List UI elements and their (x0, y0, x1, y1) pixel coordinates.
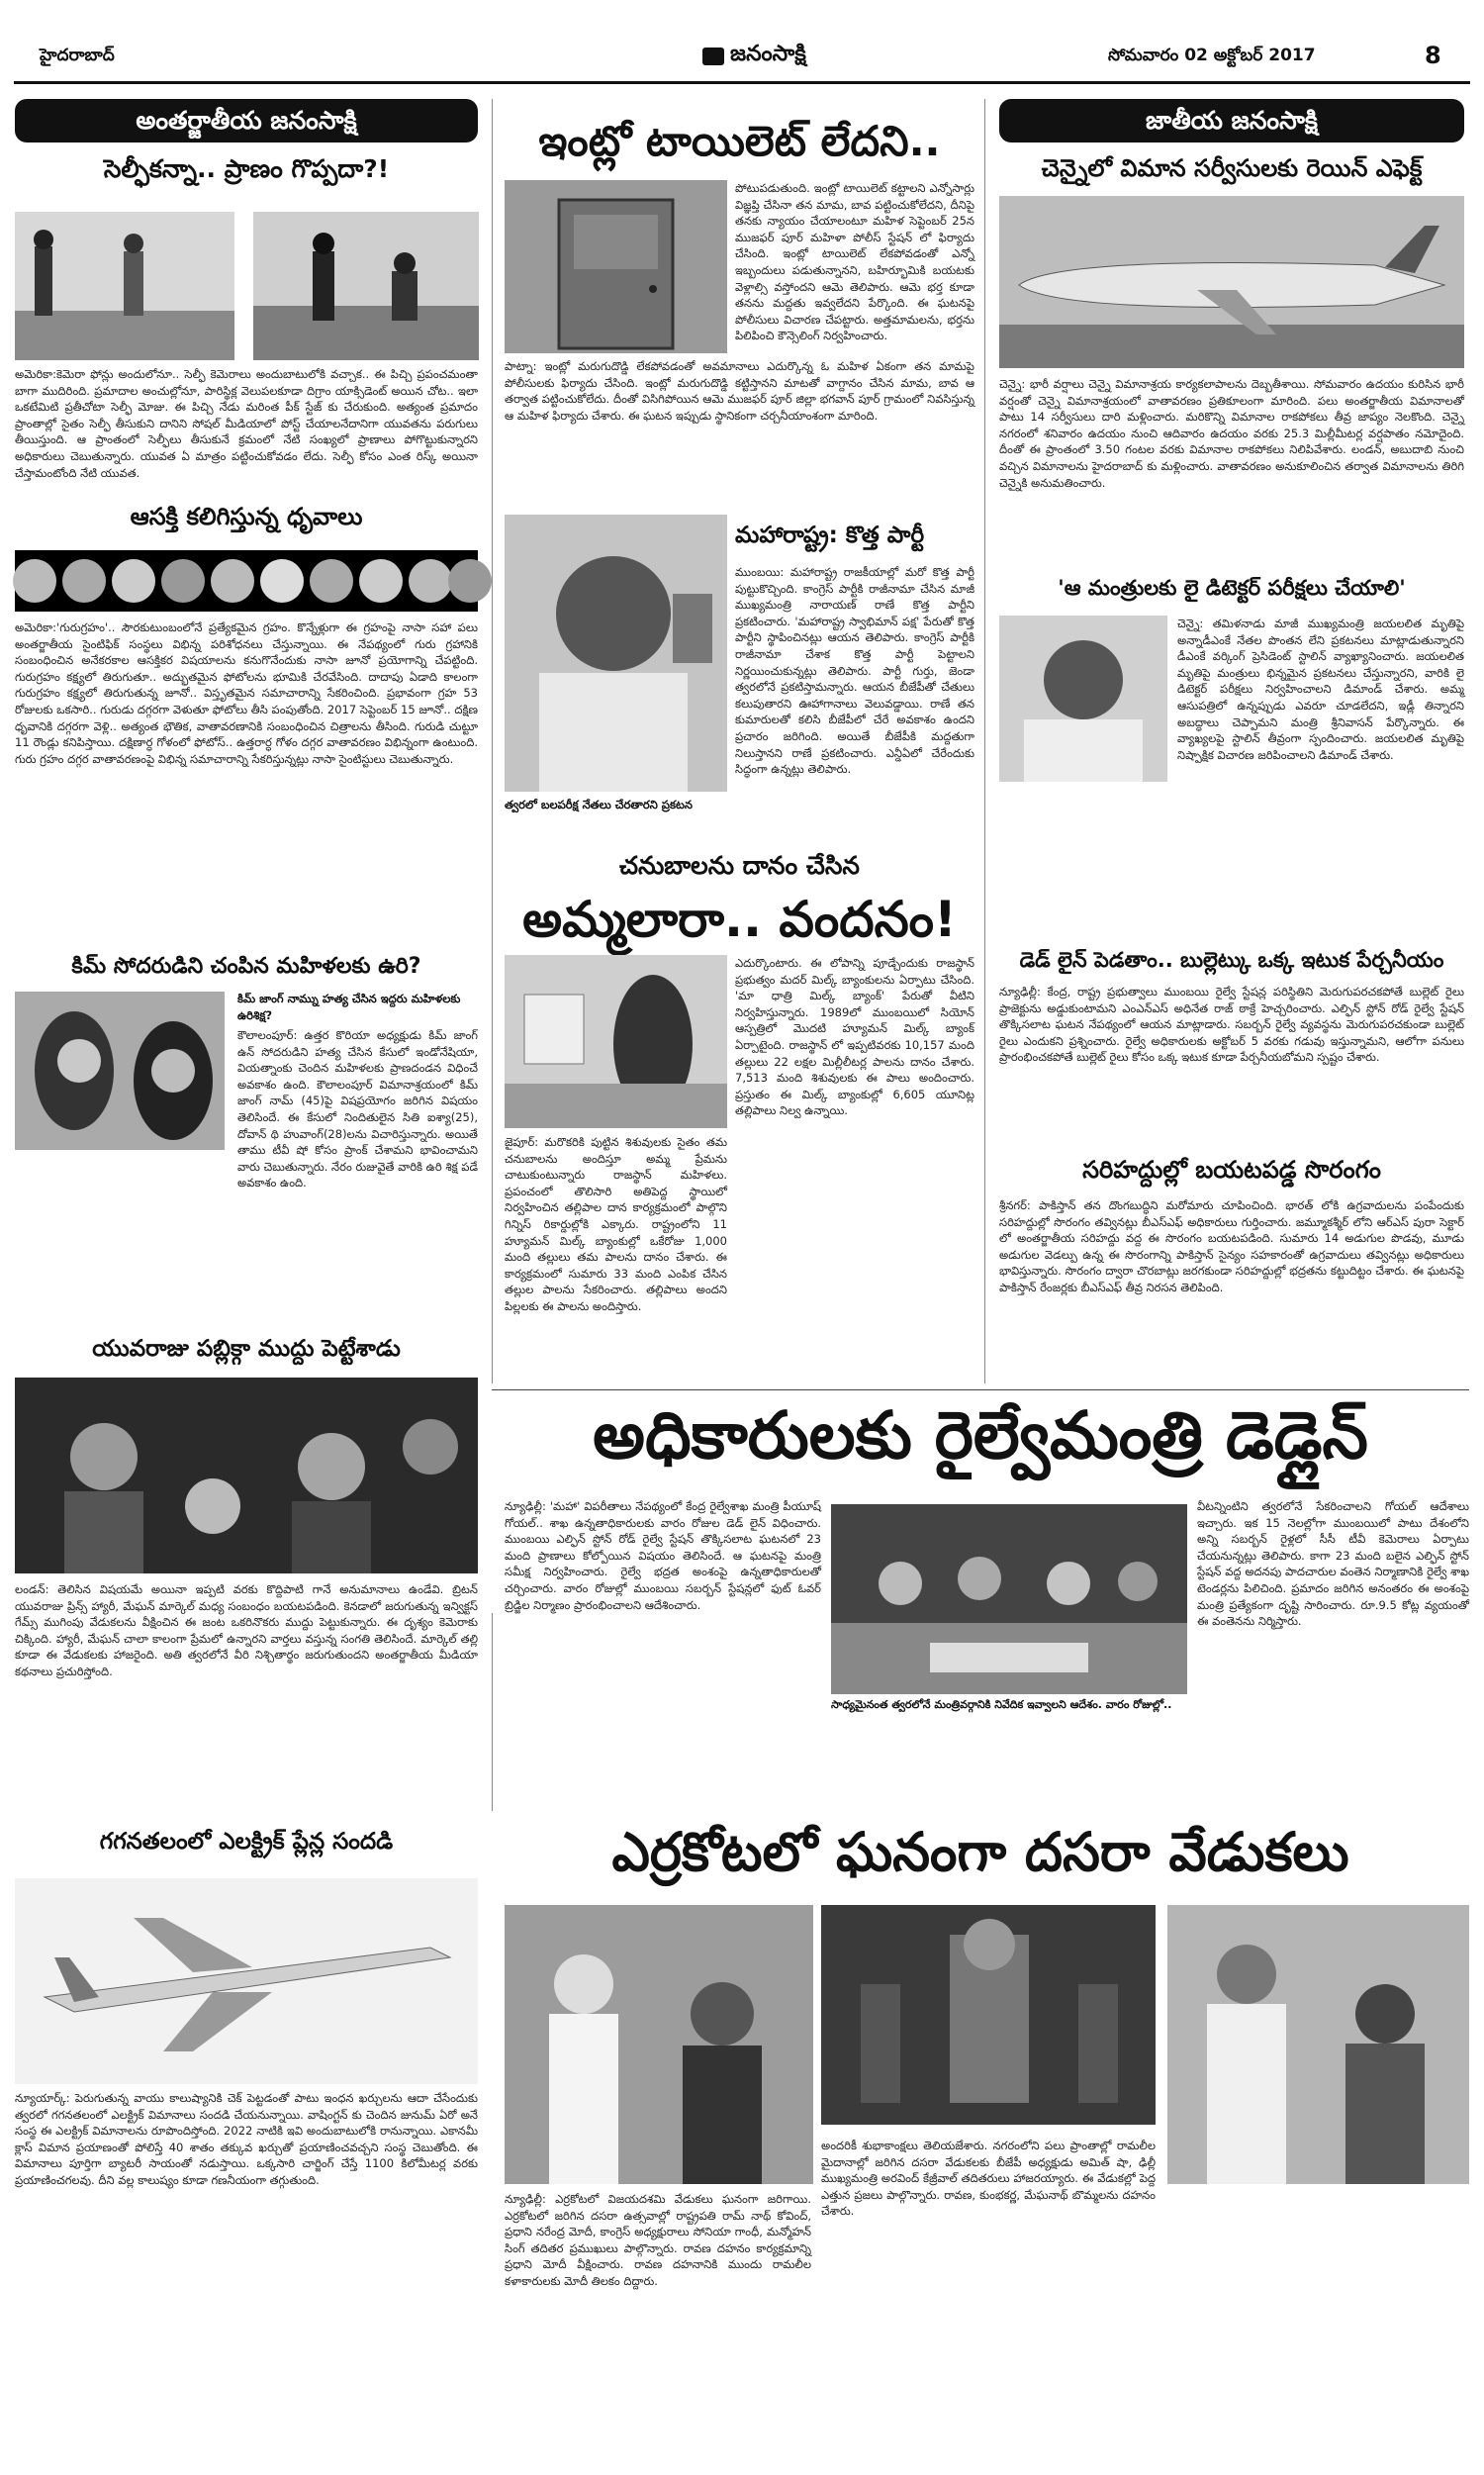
column-divider (984, 99, 985, 1383)
maha-body: ముంబయి: మహారాష్ట్ర రాజకీయాల్లో మరో కొత్త పార్టీ పుట్టుకొచ్చింది. కాంగ్రెస్ పార్టీకి రాజీనామా చేసిన మాజీ ముఖ్యమంత్రి నారాయణ్ రాణే కొత్త పార్టీని ప్రకటించారు. 'మహారాష్ట్ర స్వాభిమాన్ పక్ష' పేరుతో కొత్త పార్టీని స్థాపించినట్లు ఆయన తెలిపారు. కాంగ్రెస్ పార్టీకి రాజీనామా చేశాక కొత్త పార్టీ పెట్టాలని నిర్ణయించుకున్నట్లు తెలిపారు. పార్టీ గుర్తు, జెండా త్వరలోనే ప్రకటిస్తామన్నారు. ఆయన బీజేపీతో చేతులు కలుపుతారని ఊహాగానాలు వెలువడ్డాయి. రాణే తన కుమారులతో కలిసి బీజేపీలో చేరే అవకాశం ఉందని ప్రచారం జరిగింది. అయితే బీజేపీకి మద్దతుగా నిలుస్తానని రాణే ప్రకటించారు. ఎన్డీఏలో చేరేందుకు సిద్ధంగా ఉన్నట్లు తెలిపారు. (735, 565, 974, 777)
chennai-body: చెన్నై: భారీ వర్షాలు చెన్నై విమానాశ్రయ కార్యకలాపాలను దెబ్బతీశాయి. సోమవారం ఉదయం కురిసిన భారీ వర్షంతో చెన్నై విమానాశ్రయంలో వాతావరణం ప్రతికూలంగా మారింది. పలు అంతర్జాతీయ విమానాలతో పాటు 14 సర్వీసులు దారి మళ్లించారు. మరికొన్ని విమానాల రాకపోకలు తీవ్ర జాప్యం నెలకొంది. చెన్నై నగరంలో శనివారం ఉదయం నుంచి ఆదివారం ఉదయం వరకు 25.3 మిల్లీమీటర్ల వర్షపాతం నమోదైంది. దీంతో ఈ ప్రాంతంలో 3.50 గంటల వరకు విమానాల రాకపోకలు నిలిపివేశారు. లండన్, అబుదాబి నుంచి వచ్చిన విమానాలను హైదరాబాద్ కు మళ్లించారు. వాతావరణం అనుకూలించిన తర్వాత విమానాలను తిరిగి చెన్నైకి అనుమతించారు. (999, 377, 1464, 490)
toilet-photo (505, 180, 727, 353)
kim-body: కౌలాలంపూర్: ఉత్తర కొరియా అధ్యక్షుడు కిమ్ జాంగ్ ఉన్ సోదరుడిని హత్య చేసిన కేసులో ఇండోనేషియా, వియత్నాంకు చెందిన మహిళలకు ప్రాణదండన విధించే అవకాశం ఉంది. కౌలాలంపూర్ విమానాశ్రయంలో కిమ్ జాంగ్ నామ్ (45)పై విషప్రయోగం జరిగిన విషయం తెలిసిందే. ఈ కేసులో నిందితులైన సితి ఐశ్యా(25), దోవాన్ థి హువాంగ్(28)లను విచారిస్తున్నారు. అయితే తాము టీవీ షో కోసం ప్రాంక్ చేశామని భావించామని వారు చెబుతున్నారు. నేరం రుజువైతే వారికి ఉరి శిక్ష పడే అవకాశం ఉంది. (237, 1028, 478, 1190)
kim-photo (15, 992, 225, 1150)
planets-body: అమెరికా:'గురుగ్రహం'.. సౌరకుటుంబంలోనే ప్రత్యేకమైన గ్రహం. కొన్నేళ్లుగా ఈ గ్రహంపై నాసా సహా పలు అంతర్జాతీయ సైంటిఫిక్ సంస్థలు విభిన్న పరిశోధనలు చేస్తున్నాయి. ఈ నేపథ్యంలో గురు గ్రహానికి సంబంధించిన అనేకరకాల ఆసక్తికర విషయాలను కనుగొనేందుకు నాసా జూనో ప్రయోగాన్ని చేపట్టింది. గురుగ్రహం కక్ష్యలో తిరుగుతూ.. అద్భుతమైన ఫోటోలను భూమికి చేరవేసింది. దాదాపు ఏడాది కాలంగా గురుగ్రహం కక్ష్యలో తిరుగుతున్న జూనో.. విస్తృతమైన సమాచారాన్ని సేకరించింది. ప్రభావంగా గ్రహ 53 రోజులకు ఒకసారి.. గురుడు దగ్గరగా వెళుతూ ఫోటోలు తీసి పంపుతోంది. 2017 సెప్టెంబర్ 15 జూనో.. దక్షిణ ధృవానికి దగ్గరగా వెళ్లి.. అత్యంత భౌతిక, వాతావరణానికి సంబంధించిన చిత్రాలను తీసింది. గురుడి చుట్టూ 11 రౌండ్లు కనిపిస్తాయి. దక్షిణార్ధ గోళంలో ఫోటోస్.. ఉత్తరార్ధ గోళం దగ్గర వాతావరణం విభిన్నంగా ఉంటుంది. గురు గ్రహం దగ్గర వాతావరణంపై విభిన్న సమాచారాన్ని సేకరిస్తున్నట్లు నాసా సైంటిస్టులు చెబుతున్నారు. (15, 620, 478, 766)
railway-rule (492, 1389, 1469, 1390)
railway-headline: అధికారులకు రైల్వేమంత్రి డెడ్లైన్ (593, 1397, 1368, 1474)
prince-headline: యువరాజు పబ్లిక్గా ముద్దు పెట్టేశాడు (92, 1336, 401, 1362)
plane-headline: గగనతలంలో ఎలక్ట్రిక్ ప్లేన్ల సందడి (99, 1829, 394, 1855)
railway-photo (831, 1504, 1187, 1694)
polygraph-photo (999, 616, 1167, 782)
bullet-headline: డెడ్ లైన్ పెడతాం.. బుల్లెట్కు ఒక్క ఇటుక పేర్చనీయం (1019, 948, 1444, 972)
masthead-title: జనంసాక్షి (730, 42, 806, 66)
toilet-headline: ఇంట్లో టాయిలెట్ లేదని.. (538, 117, 941, 165)
prince-photo (15, 1378, 478, 1573)
mothers-body-left: జైపూర్: మరొకరికి పుట్టిన శిశువులకు సైతం తమ చనుబాలను అందిస్తూ అమ్మ ప్రేమను చాటుకుంటున్నారు రాజస్థాన్ మహిళలు. ప్రపంచంలో తొలిసారి అతిపెద్ద స్థాయిలో నిర్వహించిన తల్లిపాల దాన కార్యక్రమంలో పాల్గొని గిన్నిస్ రికార్డుల్లోకి ఎక్కారు. రాష్ట్రంలోని 11 హ్యూమన్ మిల్క్ బ్యాంకుల్లో ఒకేరోజు 1,000 మంది తల్లులు తమ పాలను దానం చేశారు. ఈ కార్యక్రమంలో సుమారు 33 మంది ఎంపిక చేసిన తల్లుల పాలను సేకరించారు. తల్లిపాలు అందని పిల్లలకు ఈ పాలను అందిస్తారు. (505, 1135, 727, 1313)
mothers-body-right: ఎదుర్కొంటారు. ఈ లోపాన్ని పూడ్చేందుకు రాజస్థాన్ ప్రభుత్వం మదర్ మిల్క్ బ్యాంకులను ఏర్పాటు చేసింది. 'మా ధాత్రి మిల్క్ బ్యాంక్' పేరుతో వీటిని నిర్వహిస్తున్నారు. 1989లో ముంబయిలో సియోన్ ఆస్పత్రిలో మొదటి హ్యూమన్ మిల్క్ బ్యాంక్ ఏర్పాటైంది. రాజస్థాన్ లో ఇప్పటివరకు 10,157 మంది తల్లులు 22 లక్షల మిల్లీలీటర్ల పాలను దానం చేశారు. 7,513 మంది శిశువులకు ఈ పాలు అందించారు. ప్రస్తుతం ఈ మిల్క్ బ్యాంకుల్లో 6,605 యూనిట్ల తల్లిపాలు నిల్వ ఉన్నాయి. (735, 956, 974, 1118)
dasara-photo-1 (505, 1905, 813, 2184)
header-city: హైదరాబాద్ (40, 46, 115, 65)
planets-photo (15, 550, 478, 612)
maha-caption: త్వరలో బలపరీక్ష నేతలు చేరతారని ప్రకటన (505, 798, 693, 811)
selfie-photo-2 (253, 212, 479, 360)
railway-body-left: న్యూఢిల్లీ: 'మహా' విపరీతాలు నేపథ్యంలో కేంద్ర రైల్వేశాఖ మంత్రి పీయూష్ గోయల్.. శాఖ ఉన్నతాధికారులకు వారం రోజుల డెడ్ లైన్ విధించారు. ముంబయి ఎల్ఫిన్ స్టోన్ రోడ్ రైల్వే స్టేషన్ తొక్కిసలాట ఘటనలో 23 మంది ప్రాణాలు కోల్పోయిన విషయం తెలిసిందే. ఆ ఘటనపై మంత్రి సమీక్ష నిర్వహించారు. రైల్వే భద్రత అంశంపై ఉన్నతాధికారులతో చర్చించారు. వారం రోజుల్లో ముంబయి సబర్బన్ స్టేషన్లలో ఫుట్ ఓవర్ బ్రిడ్జిల నిర్మాణం ప్రారంభించాలని ఆదేశించారు. (505, 1499, 821, 1612)
selfie-headline: సెల్ఫీకన్నా.. ప్రాణం గొప్పదా?! (103, 154, 390, 183)
selfie-body: అమెరికా:కెమెరా ఫోన్లు అందులోనూ.. సెల్ఫీ కెమెరాలు అందుబాటులోకి వచ్చాక.. ఈ పిచ్చి ప్రపంచమంతా బాగా ముదిరింది. ప్రమాదాల అంచుల్లోనూ, పారిస్థిక్ల వెలుపలకూడా దిగ్రాం యాక్సిడెంట్ అయిన చోట.. ఇలా ఒకటేమిటి ప్రతీచోటా సెల్ఫీ మోజు. ఈ పిచ్చి నేడు మరింత పీక్ స్టేజ్ కు చేరుకుంది. అత్యంత ప్రమాదం ప్రాంతాల్లో సైతం సెల్ఫీ తీసుకుని దానిని సోషల్ మీడియాలో పోస్ట్ చేయాలనేదానిగా యువతను పరుగులు తీయిస్తుంది. ఆ ప్రాంతంలో సెల్ఫీలు తీసుకునే క్రమంలో నేటి సంఖ్యలో ప్రాణాలు పోగొట్టుకున్నారని అధికారులు చెబుతున్నారు. యువత ఏ మాత్రం పట్టించుకోవడం లేదు. సెల్ఫీ కోసం ఎంత రిస్క్ అయినా చేస్తామంటోంది నేటి యువత. (15, 367, 478, 480)
dasara-body-right: అందరికీ శుభాకాంక్షలు తెలియజేశారు. నగరంలోని పలు ప్రాంతాల్లో రామలీల మైదానాల్లో జరిగిన దసరా వేడుకలకు బీజేపీ అధ్యక్షుడు అమిత్ షా, ఢిల్లీ ముఖ్యమంత్రి అరవింద్ కేజ్రీవాల్ తదితరులు హాజరయ్యారు. ఈ వేడుకల్లో పెద్ద ఎత్తున ప్రజలు పాల్గొన్నారు. రావణ, కుంభకర్ణ, మేఘనాథ్ బొమ్మలను దహనం చేశారు. (821, 2139, 1156, 2219)
toilet-body-right: పోటుపడుతుంది. ఇంట్లో టాయిలెట్ కట్టాలని ఎన్నోసార్లు విజ్ఞప్తి చేసినా తన మామ, బావ పట్టించుకోలేదని, దీనిపై తనకు న్యాయం చేయాలంటూ మహిళ సెప్టెంబర్ 25న ముజఫర్ పూర్ మహిళా పోలీస్ స్టేషన్ లో ఫిర్యాదు చేసింది. ఇంట్లో టాయిలెట్ లేకపోవడంతో ఎన్నో ఇబ్బందులు పడుతున్నానని, బహిర్భూమికి బయటకు వెళ్లాల్సి వస్తోందని ఆమె తెలిపారు. ఆమె భర్త కూడా తనను మద్దతు ఇవ్వలేదని పేర్కొంది. ఈ ఘటనపై పోలీసులు విచారణ చేపట్టారు. అత్తమామలను, భర్తను పిలిపించి కౌన్సెలింగ్ నిర్వహించారు. (735, 181, 974, 343)
column-divider (492, 99, 493, 1383)
dasara-body-left: న్యూఢిల్లీ: ఎర్రకోటలో విజయదశమి వేడుకలు ఘనంగా జరిగాయి. ఎర్రకోటలో జరిగిన దసరా ఉత్సవాల్లో రాష్ట్రపతి రామ్ నాథ్ కోవింద్, ప్రధాని నరేంద్ర మోదీ, కాంగ్రెస్ అధ్యక్షురాలు సోనియా గాంధీ, మన్మోహన్ సింగ్ తదితర ప్రముఖులు పాల్గొన్నారు. రావణ దహనం కార్యక్రమాన్ని ప్రధాని మోదీ వీక్షించారు. రావణ దహనానికి ముందు రామలీల కళాకారులకు మోదీ తిలకం దిద్దారు. (505, 2192, 811, 2288)
maha-photo (505, 515, 727, 792)
tunnel-body: శ్రీనగర్: పాకిస్తాన్ తన దొంగబుద్ధిని మరోమారు చూపించింది. భారత్ లోకి ఉగ్రవాదులను పంపేందుకు సరిహద్దుల్లో సొరంగం తవ్వినట్లు బీఎస్ఎఫ్ అధికారులు గుర్తించారు. జమ్మూకశ్మీర్ లోని ఆర్ఎస్ పురా సెక్టార్ లో అంతర్జాతీయ సరిహద్దు వద్ద ఈ సొరంగం బయటపడింది. సుమారు 14 అడుగుల పొడవు, మూడు అడుగుల వెడల్పు ఉన్న ఈ సొరంగాన్ని పాకిస్తాన్ సైన్యం సహకారంతో ఉగ్రవాదులు తవ్వినట్లు అధికారులు భావిస్తున్నారు. సొరంగం ద్వారా చొరబాట్లు జరగకుండా సరిహద్దుల్లో భద్రతను కట్టుదిట్టం చేశారు. ఈ ఘటనపై పాకిస్తాన్ రేంజర్లకు బీఎస్ఎఫ్ తీవ్ర నిరసన తెలిపింది. (999, 1198, 1464, 1294)
maha-headline: మహారాష్ట్ర: కొత్త పార్టీ (735, 523, 925, 548)
section-national: జాతీయ జనంసాక్షి (999, 99, 1464, 143)
dasara-headline: ఎర్రకోటలో ఘనంగా దసరా వేడుకలు (611, 1821, 1349, 1883)
column-divider (492, 1613, 493, 1811)
bullet-body: న్యూఢిల్లీ: కేంద్ర, రాష్ట్ర ప్రభుత్వాలు ముంబయి రైల్వే స్టేషన్ల పరిస్థితిని మెరుగుపరచకపోతే బుల్లెట్ రైలు ప్రాజెక్టును అడ్డుకుంటామని ఎంఎన్ఎస్ అధినేత రాజ్ ఠాక్రే హెచ్చరించారు. ఎల్ఫిన్ స్టోన్ రోడ్ రైల్వే స్టేషన్ తొక్కిసలాట ఘటన నేపథ్యంలో ఆయన మాట్లాడారు. సబర్బన్ రైల్వే వ్యవస్థను మెరుగుపరచకుండా బుల్లెట్ రైలు ఎందుకని ప్రశ్నించారు. రైల్వే అధికారులకు అక్టోబర్ 5 వరకు గడువు ఇస్తున్నామని, ఆలోగా పనులు ప్రారంభించకపోతే బుల్లెట్ రైలు కోసం ఒక్క ఇటుక కూడా పేర్చనీయబోమని స్పష్టం చేశారు. (999, 985, 1464, 1065)
chennai-headline: చెన్నైలో విమాన సర్వీసులకు రెయిన్ ఎఫెక్ట్ (1041, 154, 1423, 182)
toilet-body-bottom: పాట్నా: ఇంట్లో మరుగుదొడ్డి లేకపోవడంతో అవమానాలు ఎదుర్కొన్న ఓ మహిళ ఏకంగా తన మామపై పోలీసులకు ఫిర్యాదు చేసింది. ఇంట్లో మరుగుదొడ్డి కట్టిస్తానని మాటతో వాగ్దానం చేసిన మామ, బావ ఆ తర్వాత పట్టించుకోలేదు. దీంతో విసిగిపోయిన ఆమె ముజఫర్ పూర్ జిల్లా భగవాన్ పూర్ గ్రామంలో నివసిస్తున్న ఆ మహిళ ఫిర్యాదు చేశారు. ఈ ఘటన ఇప్పుడు స్థానికంగా చర్చనీయాంశంగా మారింది. (505, 359, 974, 423)
header-date: సోమవారం 02 అక్టోబర్ 2017 (1108, 46, 1316, 65)
kim-subhead: కిమ్ జాంగ్ నామ్ను హత్య చేసిన ఇద్దరు మహిళలకు ఉరిశిక్ష? (237, 992, 461, 1022)
kim-headline: కిమ్ సోదరుడిని చంపిన మహిళలకు ఉరి? (71, 954, 421, 979)
prince-body: లండన్: తెలిసిన విషయమే అయినా ఇప్పటి వరకు కొద్దిపాటి గానే అనుమానాలు ఉండేవి. బ్రిటన్ యువరాజు ప్రిన్స్ హ్యారీ, మేఘన్ మార్కెల్ మధ్య సంబంధం బయటపడింది. కెనడాలో జరుగుతున్న ఇన్విక్టస్ గేమ్స్ ముగింపు వేడుకలను వీక్షించిన ఈ జంట ఒకరినొకరు ముద్దు పెట్టుకున్నారు. ఈ దృశ్యం కెమెరాకు చిక్కింది. హ్యారీ, మేఘన్ చాలా కాలంగా ప్రేమలో ఉన్నారని వార్తలు వస్తున్న సంగతి తెలిసిందే. మార్కెల్ తల్లి కూడా ఈ వేడుకలకు హాజరైంది. అతి త్వరలోనే వీరి నిశ్చితార్థం జరుగుతుందని అంతర్జాతీయ మీడియా కథనాలు ప్రచురిస్తోంది. (15, 1582, 478, 1678)
railway-caption: సాధ్యమైనంత త్వరలోనే మంత్రివర్గానికి నివేదిక ఇవ్వాలని ఆదేశం. వారం రోజుల్లో.. (831, 1698, 1172, 1711)
selfie-photo-1 (15, 212, 234, 360)
masthead-logo-icon (702, 48, 724, 65)
tunnel-headline: సరిహద్దుల్లో బయటపడ్డ సొరంగం (1082, 1156, 1381, 1184)
railway-body-right: వీటన్నింటిని త్వరలోనే సేకరించాలని గోయల్ ఆదేశాలు ఇచ్చారు. ఇక 15 నెలల్లోగా ముంబయిలో పాటు దేశంలోని అన్ని సబర్బన్ రైళ్లలో సీసీ టీవీ కెమెరాలు ఏర్పాటు చేయనున్నట్లు తెలిపారు. కాగా 23 మంది బలైన ఎల్ఫిన్ స్టోన్ స్టేషన్ వద్ద అదనపు పాదచారుల వంతెన నిర్మాణానికి రైల్వే శాఖ టెండర్లను పిలిచింది. ప్రమాదం జరిగిన అనంతరం ఈ అంశంపై మంత్రి ప్రత్యేకంగా దృష్టి సారించారు. రూ.9.5 కోట్ల వ్యయంతో ఈ వంతెనను నిర్మిస్తారు. (1197, 1499, 1469, 1629)
chennai-photo (999, 196, 1464, 368)
polygraph-headline: 'ఆ మంత్రులకు లై డిటెక్టర్ పరీక్షలు చేయాలి' (1058, 576, 1406, 600)
masthead (702, 42, 806, 71)
section-international: అంతర్జాతీయ జనంసాక్షి (15, 99, 478, 143)
polygraph-body: చెన్నై: తమిళనాడు మాజీ ముఖ్యమంత్రి జయలలిత మృతిపై అన్నాడీఎంకే నేతల పొంతన లేని ప్రకటనలు మాట్లాడుతున్నారని డీఎంకే వర్కింగ్ ప్రెసిడెంట్ స్టాలిన్ వ్యాఖ్యానించారు. జయలలిత మృతిపై మంత్రులు భిన్నమైన ప్రకటనలు చేస్తున్నారని, వారికి లై డిటెక్టర్ పరీక్షలు నిర్వహించాలని డిమాండ్ చేశారు. అమ్మ ఆసుపత్రిలో ఉన్నప్పుడు ఎవరూ చూడలేదని, ఇడ్లీ తిన్నారని అబద్ధాలు చెప్పామని మంత్రి శ్రీనివాసన్ పేర్కొన్నారు. ఈ వ్యాఖ్యలపై స్టాలిన్ తీవ్రంగా స్పందించారు. జయలలిత మృతిపై నిష్పాక్షిక విచారణ జరిపించాలని డిమాండ్ చేశారు. (1177, 617, 1464, 762)
mothers-photo (505, 955, 727, 1128)
planets-headline: ఆసక్తి కలిగిస్తున్న ధృవాలు (130, 503, 363, 530)
dasara-photo-3 (1167, 1905, 1469, 2184)
mothers-headline: అమ్మలారా.. వందనం! (522, 891, 957, 948)
mothers-kicker: చనుబాలను దానం చేసిన (619, 851, 860, 880)
dasara-photo-2 (821, 1905, 1156, 2125)
plane-body: న్యూయార్క్: పెరుగుతున్న వాయు కాలుష్యానికి చెక్ పెట్టడంతో పాటు ఇంధన ఖర్చులను ఆదా చేసేందుకు త్వరలో గగనతలంలో ఎలక్ట్రిక్ విమానాలు సందడి చేయనున్నాయి. వాషింగ్టన్ కు చెందిన జునుమ్ ఏరో అనే సంస్థ ఈ ఎలక్ట్రిక్ విమానాలను రూపొందిస్తోంది. 2022 నాటికి ఇవి అందుబాటులోకి రానున్నాయి. ఎకానమీ క్లాస్ విమాన ప్రయాణంతో పోలిస్తే 40 శాతం తక్కువ ఖర్చుతో ప్రయాణించవచ్చని సంస్థ చెబుతోంది. ఈ విమానాలు పూర్తిగా బ్యాటరీ సాయంతో నడుస్తాయి. ఒక్కసారి చార్జింగ్ చేస్తే 1100 కిలోమీటర్ల వరకు ప్రయాణించగలవు. దీని వల్ల కాలుష్యం కూడా గణనీయంగా తగ్గుతుంది. (15, 2091, 478, 2187)
header-rule (14, 81, 1470, 84)
page-number: 8 (1425, 42, 1441, 69)
plane-photo (15, 1878, 478, 2084)
